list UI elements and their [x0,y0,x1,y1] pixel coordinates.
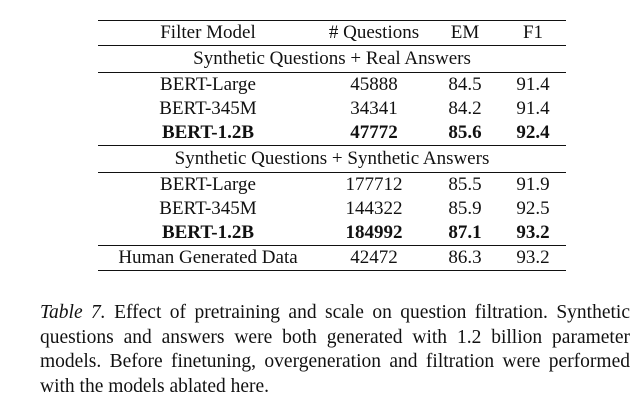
cell-questions: 42472 [350,247,398,268]
table-row [98,73,566,98]
cell-em: 84.5 [448,74,482,95]
cell-f1: 93.2 [516,247,550,268]
cell-f1: 91.4 [516,98,550,119]
section-title: Synthetic Questions + Synthetic Answers [174,148,490,169]
table-row [98,173,566,198]
table-row [98,197,566,221]
cell-model: BERT-345M [159,98,257,119]
header-questions: # Questions [328,22,420,43]
table-caption [40,301,630,399]
header-em: EM [450,22,480,43]
table-row [98,121,566,146]
cell-em: 87.1 [448,222,482,243]
section-title: Synthetic Questions + Real Answers [193,48,471,69]
cell-f1: 92.5 [516,198,550,219]
cell-questions: 34341 [350,98,398,119]
cell-em: 84.2 [448,98,482,119]
cell-f1: 91.9 [516,174,550,195]
table-footer-row [98,246,566,271]
cell-questions: 47772 [350,122,398,143]
table-header-row [98,21,566,46]
table-row [98,221,566,246]
results-table [98,20,566,271]
caption-label: Table 7. [40,302,106,323]
cell-model: BERT-345M [159,198,257,219]
section-title-row [98,46,566,73]
header-f1: F1 [522,22,544,43]
cell-f1: 91.4 [516,74,550,95]
cell-em: 85.9 [448,198,482,219]
cell-model: BERT-Large [160,174,256,195]
header-filter-model: Filter Model [160,22,256,43]
cell-model: BERT-1.2B [161,222,255,243]
cell-model: BERT-Large [160,74,256,95]
cell-questions: 177712 [345,174,403,195]
cell-model: BERT-1.2B [161,122,255,143]
cell-questions: 144322 [345,198,403,219]
cell-em: 86.3 [448,247,482,268]
cell-f1: 92.4 [516,122,550,143]
cell-f1: 93.2 [516,222,550,243]
caption-text: Effect of pretraining and scale on question filtration. Synthetic questions and answers were both generated with 1.2 billion parameter models. Before finetuning, overgeneration and filtration were performed with the models ablated here. [40,302,630,397]
section-title-row [98,146,566,173]
cell-em: 85.5 [448,174,482,195]
table-row [98,97,566,121]
cell-questions: 45888 [350,74,398,95]
cell-questions: 184992 [345,222,403,243]
cell-em: 85.6 [448,122,482,143]
cell-model: Human Generated Data [118,247,298,268]
